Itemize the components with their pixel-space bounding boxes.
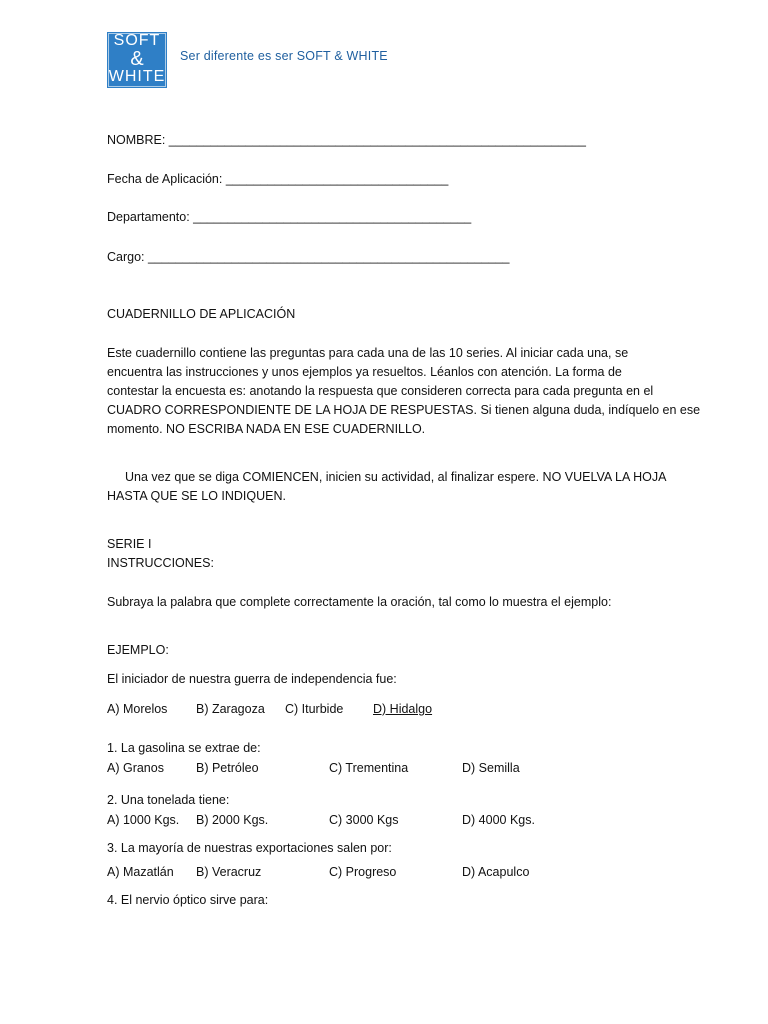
example-option-d-underlined: D) Hidalgo (373, 702, 433, 716)
logo-text-ampersand: & (130, 48, 144, 70)
field-cargo: Cargo: ____________________________________________________ (107, 250, 510, 264)
q3-option-a: A) Mazatlán (107, 865, 174, 879)
q1-option-b: B) Petróleo (196, 761, 259, 775)
example-option-c: C) Iturbide (285, 702, 344, 716)
q2-option-c: C) 3000 Kgs (329, 813, 399, 827)
paragraph-line: encuentra las instrucciones y unos ejemplos ya resueltos. Léanlos con atención. La forma de (107, 365, 622, 379)
logo-text-soft: SOFT (113, 32, 161, 49)
q2-option-a: A) 1000 Kgs. (107, 813, 180, 827)
paragraph-line: CUADRO CORRESPONDIENTE DE LA HOJA DE RESPUESTAS. Si tienen alguna duda, indíquelo en ese (107, 403, 701, 417)
field-departamento: Departamento: ________________________________________ (107, 210, 472, 224)
paragraph-line: Una vez que se diga COMIENCEN, inicien su actividad, al finalizar espere. NO VUELVA LA HOJA (125, 470, 667, 484)
paragraph-line: contestar la encuesta es: anotando la respuesta que consideren correcta para cada pregunta en el (107, 384, 654, 398)
field-nombre: NOMBRE: ____________________________________________________________ (107, 133, 586, 147)
question-1: 1. La gasolina se extrae de: (107, 741, 261, 755)
intro-paragraph (107, 344, 701, 439)
instruction-text: Subraya la palabra que complete correctamente la oración, tal como lo muestra el ejemplo: (107, 595, 612, 609)
paragraph-line: momento. NO ESCRIBA NADA EN ESE CUADERNILLO. (107, 422, 426, 436)
field-fecha: Fecha de Aplicación: ________________________________ (107, 172, 449, 186)
example-option-a: A) Morelos (107, 702, 168, 716)
logo-text-white: WHITE (108, 68, 166, 85)
example-question: El iniciador de nuestra guerra de independencia fue: (107, 672, 397, 686)
question-4: 4. El nervio óptico sirve para: (107, 893, 269, 907)
q3-option-d: D) Acapulco (462, 865, 530, 879)
q2-option-d: D) 4000 Kgs. (462, 813, 535, 827)
section-heading: CUADERNILLO DE APLICACIÓN (107, 307, 296, 321)
q3-option-c: C) Progreso (329, 865, 397, 879)
serie-title: SERIE I (107, 537, 152, 551)
q2-option-b: B) 2000 Kgs. (196, 813, 269, 827)
company-slogan: Ser diferente es ser SOFT & WHITE (180, 49, 388, 63)
paragraph-line: HASTA QUE SE LO INDIQUEN. (107, 489, 286, 503)
q1-option-c: C) Trementina (329, 761, 409, 775)
example-label: EJEMPLO: (107, 643, 169, 657)
paragraph-line: Este cuadernillo contiene las preguntas para cada una de las 10 series. Al iniciar cada una, se (107, 346, 629, 360)
q1-option-a: A) Granos (107, 761, 164, 775)
start-paragraph (107, 468, 667, 506)
question-2: 2. Una tonelada tiene: (107, 793, 230, 807)
company-logo (107, 32, 167, 88)
q1-option-d: D) Semilla (462, 761, 520, 775)
q3-option-b: B) Veracruz (196, 865, 262, 879)
question-3: 3. La mayoría de nuestras exportaciones salen por: (107, 841, 392, 855)
example-option-b: B) Zaragoza (196, 702, 265, 716)
instructions-label: INSTRUCCIONES: (107, 556, 214, 570)
